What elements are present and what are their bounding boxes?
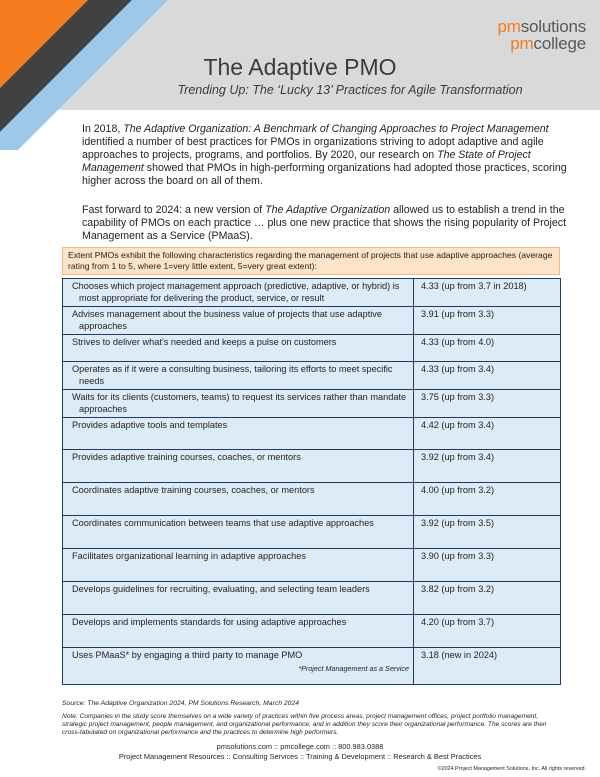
table-row bbox=[63, 307, 561, 335]
practice-text: Uses PMaaS* by engaging a third party to manage PMO bbox=[72, 650, 303, 660]
practice-text: Provides adaptive training courses, coaches, or mentors bbox=[72, 452, 301, 462]
logo-pmcollege: pmcollege bbox=[510, 34, 586, 53]
source-citation: Source: The Adaptive Organization 2024, PM Solutions Research, March 2024 bbox=[62, 700, 300, 707]
pmaas-footnote: *Project Management as a Service bbox=[298, 663, 409, 673]
report-title-2024: The Adaptive Organization bbox=[265, 204, 391, 216]
copyright-notice: ©2024 Project Management Solutions, Inc. All rights reserved. bbox=[437, 766, 586, 772]
rating-cell: 3.91 (up from 3.3) bbox=[414, 307, 561, 335]
rating-cell: 3.90 (up from 3.3) bbox=[414, 549, 561, 582]
rating-cell: 3.92 (up from 3.5) bbox=[414, 516, 561, 549]
table-row bbox=[63, 390, 561, 418]
practice-cell bbox=[63, 362, 414, 390]
practice-cell bbox=[63, 307, 414, 335]
table-row bbox=[63, 549, 561, 582]
rating-cell: 3.18 (new in 2024) bbox=[414, 648, 561, 685]
rating-cell: 3.75 (up from 3.3) bbox=[414, 390, 561, 418]
practice-cell bbox=[63, 582, 414, 615]
rating-cell: 4.00 (up from 3.2) bbox=[414, 483, 561, 516]
practice-text: Coordinates communication between teams that use adaptive approaches bbox=[72, 518, 374, 528]
methodology-note: Note: Companies in the study score themselves on a wide variety of practices within five process areas, project management offices, project portfolio management, strategic project management, people management, and organizational performance, and in addition they score their organizational performance. The scores are then cross-tabulated on organizational performance and the practices to determine high performers. bbox=[62, 713, 547, 736]
brand-logo[interactable] bbox=[497, 18, 586, 52]
table-row bbox=[63, 516, 561, 549]
intro-paragraph-2: Fast forward to 2024: a new version of The Adaptive Organization allowed us to establish a trend in the capability of PMOs on each practice … plus one new practice that shows the rising popularity of Project Management as a Service (PMaaS). bbox=[82, 204, 567, 242]
rating-cell: 4.20 (up from 3.7) bbox=[414, 615, 561, 648]
practice-cell bbox=[63, 483, 414, 516]
table-row bbox=[63, 483, 561, 516]
practice-text: Operates as if it were a consulting business, tailoring its efforts to meet specific needs bbox=[72, 364, 393, 386]
practice-cell bbox=[63, 335, 414, 362]
practice-text: Coordinates adaptive training courses, coaches, or mentors bbox=[72, 485, 315, 495]
page-subtitle: Trending Up: The ‘Lucky 13’ Practices for Agile Transformation bbox=[177, 83, 523, 97]
extent-description-box: Extent PMOs exhibit the following characteristics regarding the management of projects that use adaptive approaches (average rating from 1 to 5, where 1=very little extent, 5=very great extent): bbox=[62, 247, 560, 275]
report-title-state-of-pm: The State of Project Management bbox=[82, 149, 531, 174]
contact-line[interactable]: pmsolutions.com :: pmcollege.com :: 800.983.0388 bbox=[216, 742, 384, 751]
practice-text: Provides adaptive tools and templates bbox=[72, 420, 228, 430]
practice-text: Waits for its clients (customers, teams) to request its services rather than mandate approaches bbox=[72, 392, 407, 414]
rating-cell: 3.92 (up from 3.4) bbox=[414, 450, 561, 483]
rating-cell: 4.42 (up from 3.4) bbox=[414, 418, 561, 450]
table-row bbox=[63, 362, 561, 390]
intro-paragraph-1: In 2018, The Adaptive Organization: A Benchmark of Changing Approaches to Project Management identified a number of best practices for PMOs in organizations striving to adopt adaptive and agile approaches to projects, programs, and portfolios. By 2020, our research on The State of Project Management showed that PMOs in high-performing organizations had adopted those practices, scoring higher across the board on all of them. bbox=[82, 123, 567, 187]
practice-cell bbox=[63, 549, 414, 582]
table-row bbox=[63, 615, 561, 648]
practice-cell bbox=[63, 648, 414, 685]
practices-table bbox=[62, 278, 561, 685]
practice-cell bbox=[63, 418, 414, 450]
rating-cell: 3.82 (up from 3.2) bbox=[414, 582, 561, 615]
table-row bbox=[63, 335, 561, 362]
practice-cell bbox=[63, 450, 414, 483]
practice-cell bbox=[63, 279, 414, 307]
rating-cell: 4.33 (up from 3.7 in 2018) bbox=[414, 279, 561, 307]
practice-cell bbox=[63, 615, 414, 648]
report-title-2018: The Adaptive Organization: A Benchmark of Changing Approaches to Project Management bbox=[123, 123, 549, 135]
practice-text: Chooses which project management approach (predictive, adaptive, or hybrid) is most appropriate for delivering the product, service, or result bbox=[72, 281, 400, 303]
practice-cell bbox=[63, 516, 414, 549]
practice-text: Advises management about the business value of projects that use adaptive approaches bbox=[72, 309, 383, 331]
table-row bbox=[63, 279, 561, 307]
practice-text: Develops guidelines for recruiting, evaluating, and selecting team leaders bbox=[72, 584, 370, 594]
practice-text: Develops and implements standards for using adaptive approaches bbox=[72, 617, 347, 627]
table-row bbox=[63, 648, 561, 685]
practice-text: Strives to deliver what’s needed and keeps a pulse on customers bbox=[72, 337, 337, 347]
table-row bbox=[63, 582, 561, 615]
rating-cell: 4.33 (up from 3.4) bbox=[414, 362, 561, 390]
practice-cell bbox=[63, 390, 414, 418]
table-row bbox=[63, 450, 561, 483]
practice-text: Facilitates organizational learning in adaptive approaches bbox=[72, 551, 306, 561]
rating-cell: 4.33 (up from 4.0) bbox=[414, 335, 561, 362]
services-line: Project Management Resources :: Consulting Services :: Training & Development :: Research & Best Practices bbox=[118, 752, 482, 761]
logo-pmsolutions: pmsolutions bbox=[497, 17, 586, 36]
table-row bbox=[63, 418, 561, 450]
page-title: The Adaptive PMO bbox=[203, 54, 397, 80]
